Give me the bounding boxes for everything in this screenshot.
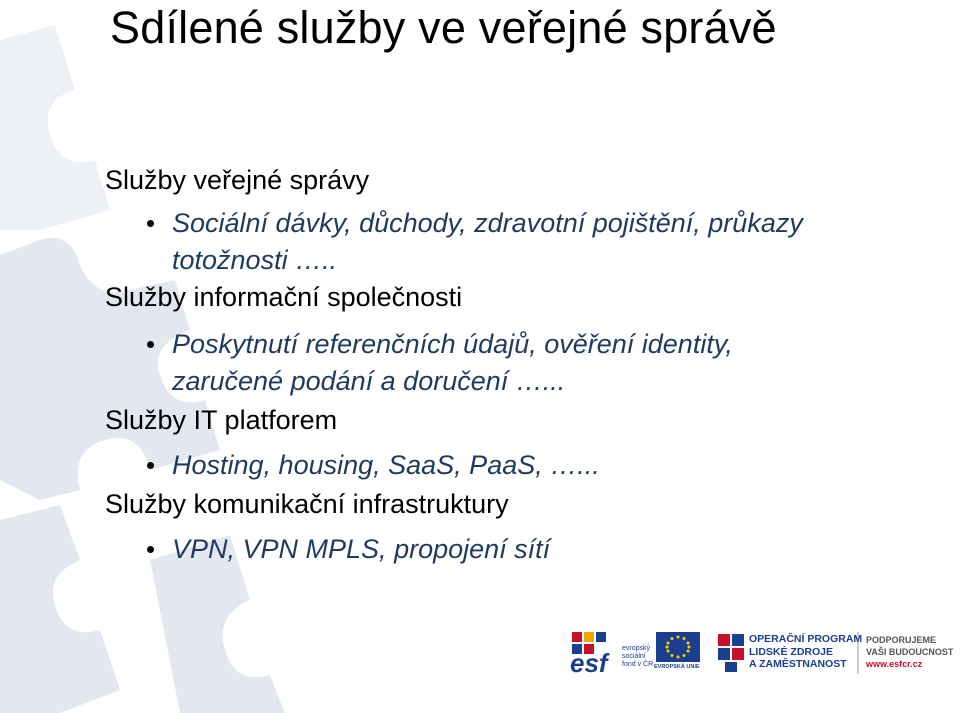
bullet-dot-icon xyxy=(147,341,154,348)
bullet-item xyxy=(105,531,935,568)
bullet-dot-icon xyxy=(147,546,154,553)
section-heading: Služby informační společnosti xyxy=(105,282,463,312)
bullet-text: Hosting, housing, SaaS, PaaS, …... xyxy=(172,450,600,480)
op-line: OPERAČNÍ PROGRAM xyxy=(749,633,863,645)
support-line: VAŠI BUDOUCNOST xyxy=(866,647,954,657)
bullet-item xyxy=(105,447,935,484)
esf-subtitle-line: evropský xyxy=(622,645,651,652)
bullet-text: totožnosti ….. xyxy=(172,245,338,275)
section-heading: Služby komunikační infrastruktury xyxy=(105,489,509,519)
bullet-dot-icon xyxy=(147,462,154,469)
op-line: LIDSKÉ ZDROJE xyxy=(749,645,834,658)
esf-subtitle-line: fond v ČR xyxy=(622,661,654,668)
op-line: A ZAMĚSTNANOST xyxy=(749,658,847,670)
bullet-item xyxy=(105,326,935,400)
esf-wordmark: esf xyxy=(570,648,608,678)
bullet-text: zaručené podání a doručení …... xyxy=(172,366,566,396)
esf-subtitle xyxy=(622,645,653,669)
op-program-text xyxy=(749,633,862,671)
eu-flag-icon xyxy=(656,632,700,662)
content-list xyxy=(105,163,935,568)
bullet-dot-icon xyxy=(147,220,154,227)
bullet-text: VPN, VPN MPLS, propojení sítí xyxy=(172,534,551,564)
bullet-text: Sociální dávky, důchody, zdravotní pojištění, průkazy xyxy=(172,208,803,238)
support-text xyxy=(866,634,953,670)
section-heading: Služby veřejné správy xyxy=(105,165,370,195)
bullet-text: Poskytnutí referenčních údajů, ověření identity, xyxy=(172,329,733,359)
support-line: PODPORUJEME xyxy=(866,635,937,645)
eu-label: EVROPSKÁ UNIE xyxy=(654,664,700,670)
support-url-link[interactable]: www.esfcr.cz xyxy=(866,659,923,669)
op-lzz-logo-icon xyxy=(718,634,744,672)
esf-logo xyxy=(570,632,610,678)
section-heading: Služby IT platforem xyxy=(105,405,338,435)
slide-title: Sdílené služby ve veřejné správě xyxy=(110,2,777,53)
bullet-item xyxy=(105,205,935,279)
esf-subtitle-line: sociální xyxy=(622,653,646,660)
